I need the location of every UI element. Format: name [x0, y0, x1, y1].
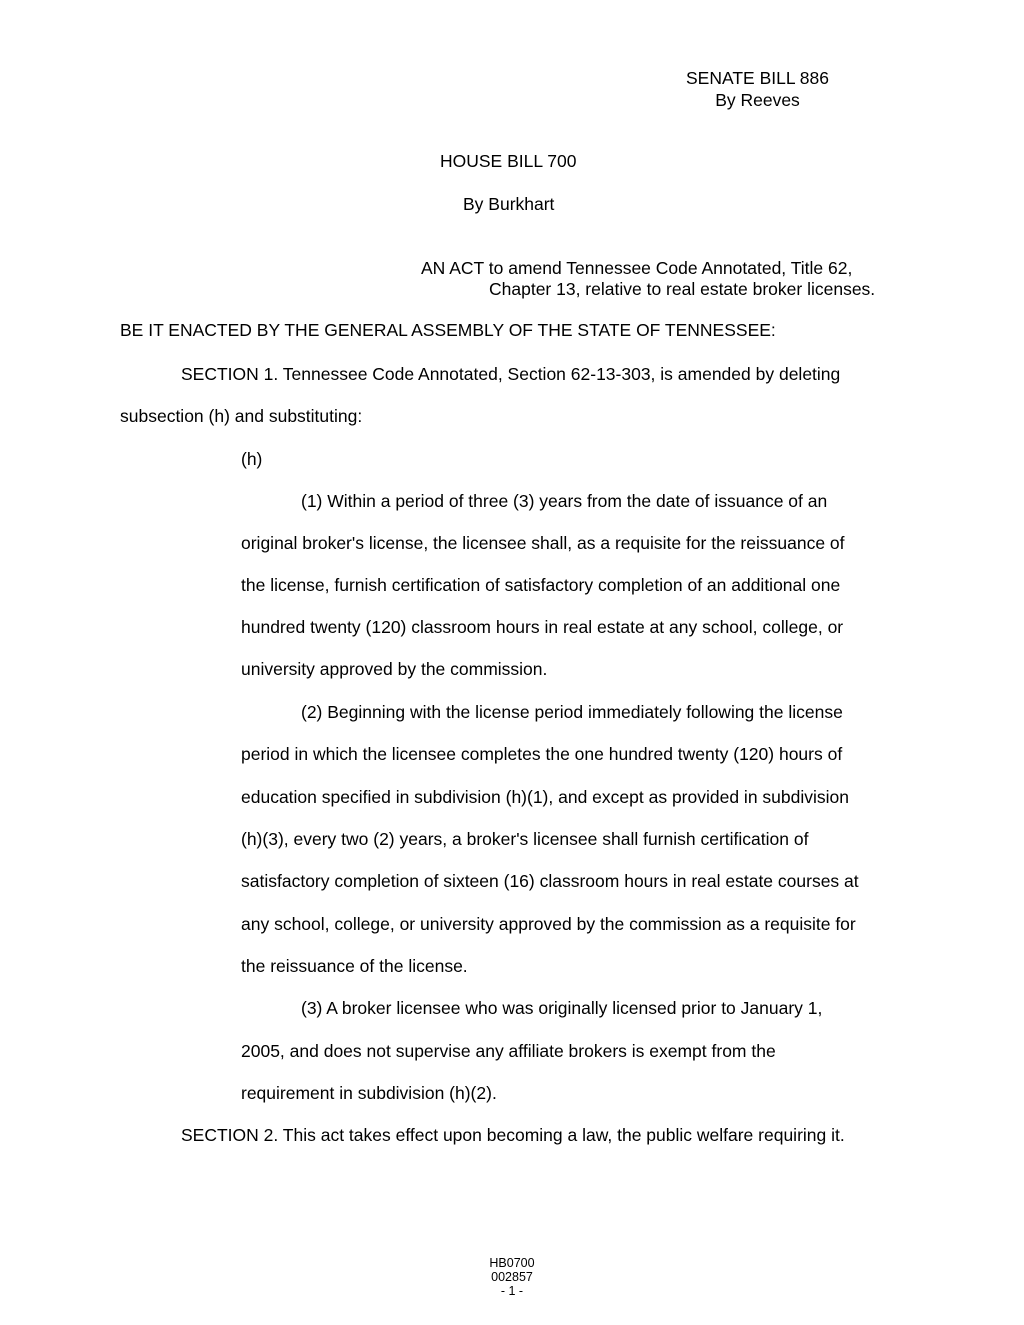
- para-3-line: (3) A broker licensee who was originally licensed prior to January 1,: [301, 998, 823, 1018]
- para-2-line: (2) Beginning with the license period immediately following the license: [301, 702, 843, 722]
- para-3-line: requirement in subdivision (h)(2).: [241, 1083, 497, 1103]
- section-2-text: SECTION 2. This act takes effect upon becoming a law, the public welfare requiring it.: [181, 1125, 845, 1145]
- para-2-line: education specified in subdivision (h)(1), and except as provided in subdivision: [241, 787, 849, 807]
- house-bill-number: HOUSE BILL 700: [440, 151, 577, 171]
- senate-bill-number: SENATE BILL 886: [686, 68, 829, 88]
- para-1-line: (1) Within a period of three (3) years from the date of issuance of an: [301, 491, 828, 511]
- para-1-line: hundred twenty (120) classroom hours in real estate at any school, college, or: [241, 617, 844, 637]
- para-3-line: 2005, and does not supervise any affiliate brokers is exempt from the: [241, 1041, 776, 1061]
- para-1-line: the license, furnish certification of satisfactory completion of an additional one: [241, 575, 841, 595]
- subsection-h-label: (h): [241, 449, 263, 469]
- para-1-line: original broker's license, the licensee shall, as a requisite for the reissuance of: [241, 533, 845, 553]
- footer-page-number: - 1 -: [500, 1284, 524, 1298]
- para-2-line: the reissuance of the license.: [241, 956, 468, 976]
- house-bill-sponsor: By Burkhart: [463, 194, 555, 214]
- para-2-line: period in which the licensee completes the one hundred twenty (120) hours of: [241, 744, 843, 764]
- section-1-line-1: SECTION 1. Tennessee Code Annotated, Section 62-13-303, is amended by deleting: [181, 364, 841, 384]
- senate-bill-block: [686, 67, 829, 111]
- footer-bill-code: HB0700: [489, 1256, 535, 1270]
- caption-line-2: Chapter 13, relative to real estate broker licenses.: [489, 279, 876, 299]
- senate-bill-sponsor: By Reeves: [715, 90, 800, 110]
- page-footer: [0, 1256, 1024, 1298]
- bill-caption: [421, 258, 875, 300]
- para-2-line: (h)(3), every two (2) years, a broker's licensee shall furnish certification of: [241, 829, 809, 849]
- section-1-line-2: subsection (h) and substituting:: [120, 406, 363, 426]
- caption-line-1: AN ACT to amend Tennessee Code Annotated, Title 62,: [421, 258, 853, 278]
- enacting-clause: BE IT ENACTED BY THE GENERAL ASSEMBLY OF THE STATE OF TENNESSEE:: [120, 320, 776, 340]
- para-2-line: any school, college, or university approved by the commission as a requisite for: [241, 914, 856, 934]
- para-1-line: university approved by the commission.: [241, 659, 548, 679]
- para-2-line: satisfactory completion of sixteen (16) classroom hours in real estate courses at: [241, 871, 859, 891]
- footer-doc-number: 002857: [491, 1270, 533, 1284]
